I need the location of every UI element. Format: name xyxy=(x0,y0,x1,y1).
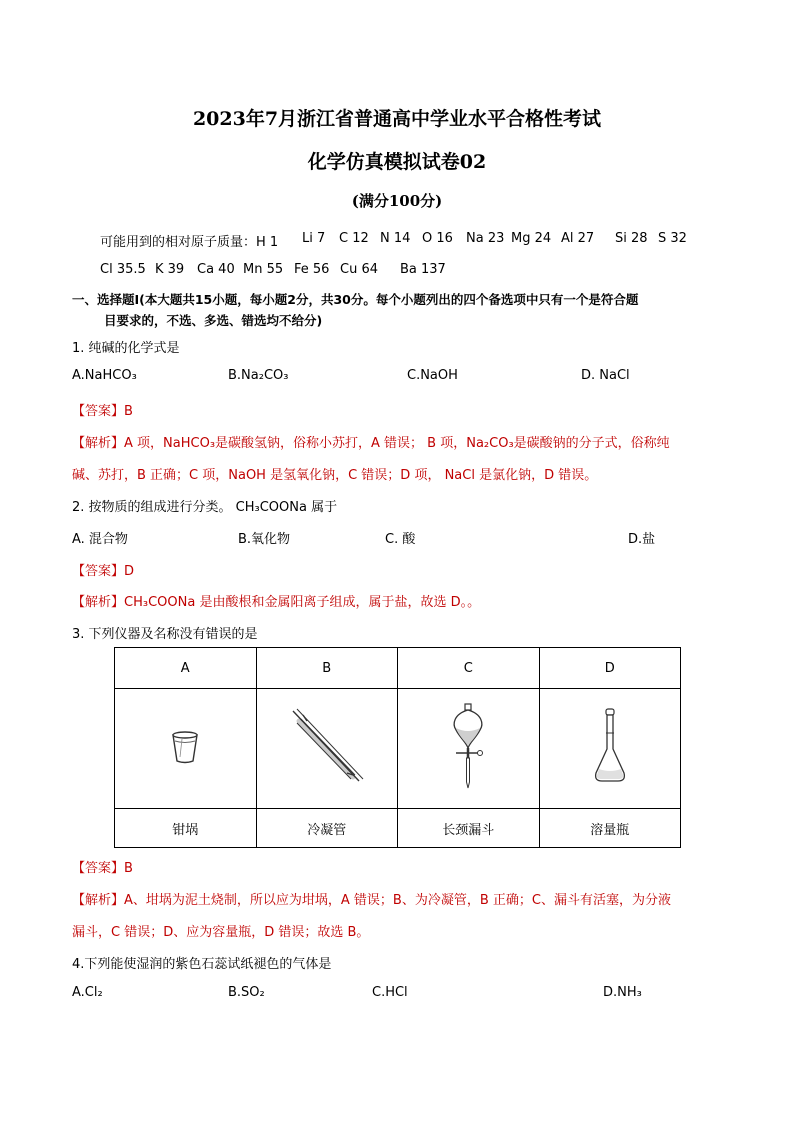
q2-answer xyxy=(72,560,134,579)
table-name-d: 溶量瓶 xyxy=(539,809,681,848)
q1-option-c: C.NaOH xyxy=(407,368,458,383)
table-image-d xyxy=(539,689,681,809)
table-header-c: C xyxy=(398,648,540,689)
q2-option-d: D.盐 xyxy=(628,532,656,547)
q2-analysis-line1 xyxy=(72,591,480,610)
q4-option-a: A.Cl₂ xyxy=(72,985,103,1000)
table-header-d: D xyxy=(539,648,681,689)
table-header-a: A xyxy=(115,648,257,689)
table-image-c xyxy=(398,689,540,809)
mass-cu: Cu 64 xyxy=(340,262,378,277)
q1-analysis-line1 xyxy=(72,432,670,451)
answer-value: D xyxy=(124,564,135,579)
mass-fe: Fe 56 xyxy=(294,262,330,277)
q1-option-d: D. NaCl xyxy=(581,368,630,383)
mass-n: N 14 xyxy=(380,231,411,246)
answer-label: 【答案】 xyxy=(72,564,125,579)
q4-option-c: C.HCl xyxy=(372,985,408,1000)
exam-score: (满分100分) xyxy=(351,192,443,210)
mass-si: Si 28 xyxy=(615,231,648,246)
answer-label: 【答案】 xyxy=(72,404,125,419)
mass-k: K 39 xyxy=(155,262,185,277)
mass-li: Li 7 xyxy=(302,231,326,246)
condenser-icon xyxy=(285,705,369,789)
q2-option-b: B.氧化物 xyxy=(238,532,291,547)
mass-ba: Ba 137 xyxy=(400,262,446,277)
q3-stem: 3. 下列仪器及名称没有错误的是 xyxy=(72,627,258,642)
analysis-label: 【解析】 xyxy=(72,436,125,451)
q1-analysis-line2: 碱、苏打，B 正确；C 项，NaOH 是氢氧化钠，C 错误；D 项， NaCl 是氯化钠，D 错误。 xyxy=(72,468,598,483)
q1-option-a: A.NaHCO₃ xyxy=(72,368,137,383)
table-image-a xyxy=(115,689,257,809)
q1-option-b: B.Na₂CO₃ xyxy=(228,368,289,383)
atomic-masses-line1 xyxy=(100,231,278,250)
exam-title: 2023年7月浙江省普通高中学业水平合格性考试 xyxy=(192,108,602,130)
exam-subtitle: 化学仿真模拟试卷02 xyxy=(307,151,487,173)
q1-answer xyxy=(72,400,133,419)
answer-label: 【答案】 xyxy=(72,861,125,876)
mass-na: Na 23 xyxy=(466,231,505,246)
crucible-icon xyxy=(167,727,203,767)
analysis-text: A 项，NaHCO₃是碳酸氢钠，俗称小苏打，A 错误； B 项，Na₂CO₃是碳酸钠的分子式，俗称纯 xyxy=(124,436,670,451)
section-heading-line2: 目要求的，不选、多选、错选均不给分) xyxy=(104,313,323,328)
q1-stem: 1. 纯碱的化学式是 xyxy=(72,341,180,356)
mass-al: Al 27 xyxy=(561,231,595,246)
analysis-text: CH₃COONa 是由酸根和金属阳离子组成，属于盐，故选 D。。 xyxy=(124,595,481,610)
answer-value: B xyxy=(124,404,133,419)
analysis-text: A、坩埚为泥土烧制，所以应为坩埚，A 错误；B、为冷凝管，B 正确；C、漏斗有活塞，为分液 xyxy=(124,893,671,908)
answer-value: B xyxy=(124,861,133,876)
section-heading-line1: 一、选择题Ⅰ(本大题共15小题，每小题2分，共30分。每个小题列出的四个备选项中只有一个是符合题 xyxy=(72,292,639,307)
mass-ca: Ca 40 xyxy=(197,262,235,277)
mass-s: S 32 xyxy=(658,231,687,246)
q2-option-c: C. 酸 xyxy=(385,532,416,547)
atomic-masses-label: 可能用到的相对原子质量： xyxy=(100,235,257,250)
q4-option-b: B.SO₂ xyxy=(228,985,265,1000)
volumetric-flask-icon xyxy=(590,707,630,787)
table-name-c: 长颈漏斗 xyxy=(398,809,540,848)
q3-answer xyxy=(72,857,133,876)
table-header-b: B xyxy=(256,648,398,689)
mass-cl: Cl 35.5 xyxy=(100,262,146,277)
table-image-b xyxy=(256,689,398,809)
instrument-table xyxy=(114,647,681,848)
table-name-b: 冷凝管 xyxy=(256,809,398,848)
mass-c: C 12 xyxy=(339,231,369,246)
mass-mg: Mg 24 xyxy=(511,231,552,246)
analysis-label: 【解析】 xyxy=(72,893,125,908)
q3-analysis-line2: 漏斗，C 错误；D、应为容量瓶，D 错误；故选 B。 xyxy=(72,925,370,940)
q2-stem: 2. 按物质的组成进行分类。 CH₃COONa 属于 xyxy=(72,500,338,515)
q4-option-d: D.NH₃ xyxy=(603,985,642,1000)
mass-o: O 16 xyxy=(422,231,453,246)
separatory-funnel-icon xyxy=(448,702,488,792)
q4-stem: 4.下列能使湿润的紫色石蕊试纸褪色的气体是 xyxy=(72,957,332,972)
table-name-a: 钳埚 xyxy=(115,809,257,848)
mass-mn: Mn 55 xyxy=(243,262,284,277)
analysis-label: 【解析】 xyxy=(72,595,125,610)
q3-analysis-line1 xyxy=(72,889,671,908)
q2-option-a: A. 混合物 xyxy=(72,532,128,547)
mass-h: H 1 xyxy=(256,235,279,250)
